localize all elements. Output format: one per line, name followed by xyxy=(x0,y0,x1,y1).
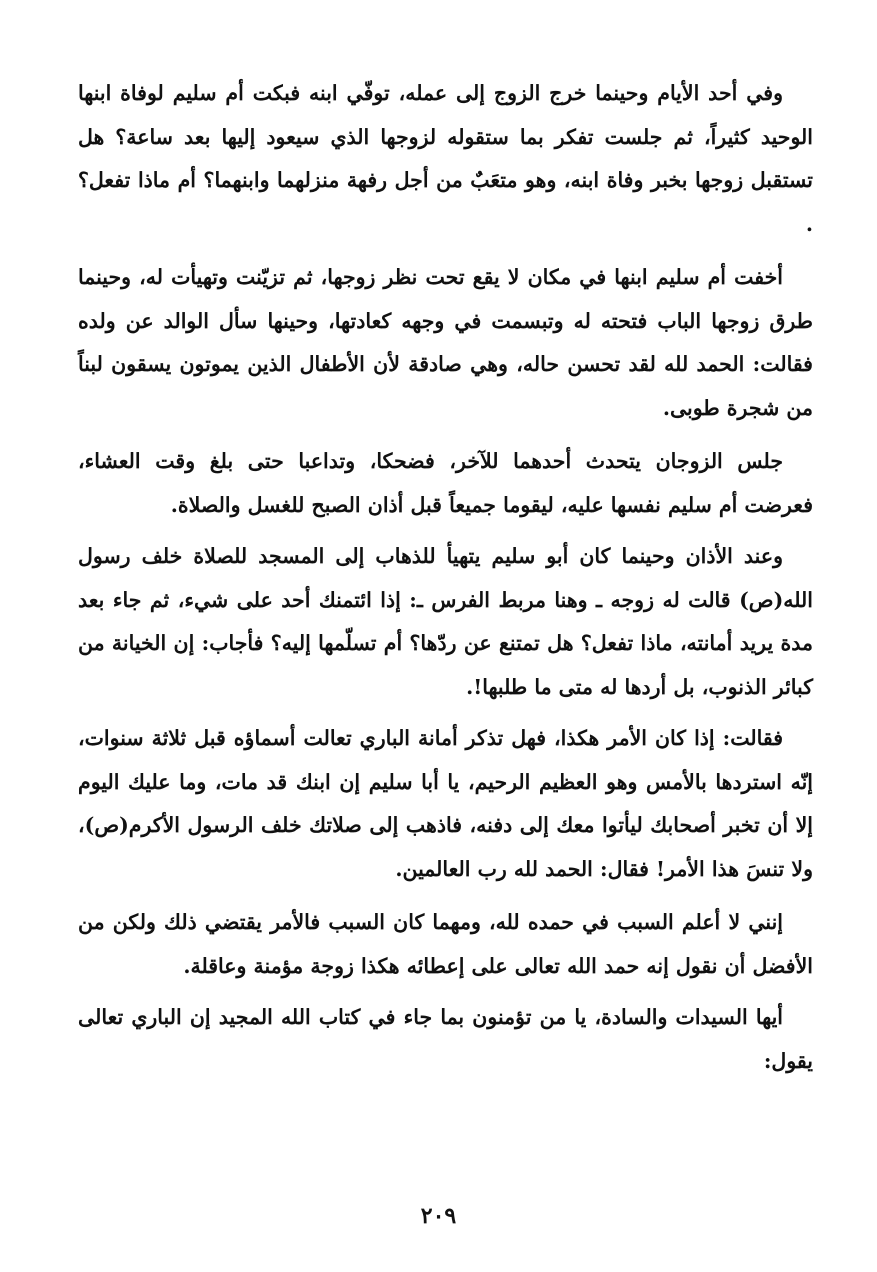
paragraph-3: جلس الزوجان يتحدث أحدهما للآخر، فضحكا، وتداعبا حتى بلغ وقت العشاء، فعرضت أم سليم نفسها عليه، ليقوما جميعاً قبل أذان الصبح للغسل والصلاة. xyxy=(78,449,813,517)
paragraph-1: وفي أحد الأيام وحينما خرج الزوج إلى عمله، توفّي ابنه فبكت أم سليم لوفاة ابنها الوحيد كثيراً، ثم جلست تفكر بما ستقوله لزوجها الذي سيعود إليها بعد ساعة؟ هل تستقبل زوجها بخبر وفاة ابنه، وهو متعَبٌ من أجل رفهة منزلهما وابنهما؟ أم ماذا تفعل؟ . xyxy=(78,81,813,236)
paragraph-2: أخفت أم سليم ابنها في مكان لا يقع تحت نظر زوجها، ثم تزيّنت وتهيأت له، وحينما طرق زوجها الباب فتحته له وتبسمت في وجهه كعادتها، وحينها سأل الوالد عن ولده فقالت: الحمد لله لقد تحسن حاله، وهي صادقة لأن الأطفال الذين يموتون يسقون لبناً من شجرة طوبى. xyxy=(78,265,813,420)
page-body xyxy=(78,72,813,1093)
paragraph-7: أيها السيدات والسادة، يا من تؤمنون بما جاء في كتاب الله المجيد إن الباري تعالى يقول: xyxy=(78,1005,813,1073)
paragraph-6: إنني لا أعلم السبب في حمده لله، ومهما كان السبب فالأمر يقتضي ذلك ولكن من الأفضل أن نقول إنه حمد الله تعالى على إعطائه هكذا زوجة مؤمنة وعاقلة. xyxy=(78,910,813,978)
paragraph-4: وعند الأذان وحينما كان أبو سليم يتهيأ للذهاب إلى المسجد للصلاة خلف رسول الله(ص) قالت له زوجه ـ وهنا مربط الفرس ـ: إذا ائتمنك أحد على شيء، ثم جاء بعد مدة يريد أمانته، ماذا تفعل؟ هل تمتنع عن ردّها؟ أم تسلّمها إليه؟ فأجاب: إن الخيانة من كبائر الذنوب، بل أردها له متى ما طلبها!. xyxy=(78,544,813,699)
page-number: ٢٠٩ xyxy=(420,1203,457,1229)
paragraph-5: فقالت: إذا كان الأمر هكذا، فهل تذكر أمانة الباري تعالت أسماؤه قبل ثلاثة سنوات، إنّه استردها بالأمس وهو العظيم الرحيم، يا أبا سليم إن ابنك قد مات، وما عليك اليوم إلا أن تخبر أصحابك ليأتوا معك إلى دفنه، فاذهب إلى صلاتك خلف الرسول الأكرم(ص)، ولا تنسَ هذا الأمر! فقال: الحمد لله رب العالمين. xyxy=(78,726,813,881)
